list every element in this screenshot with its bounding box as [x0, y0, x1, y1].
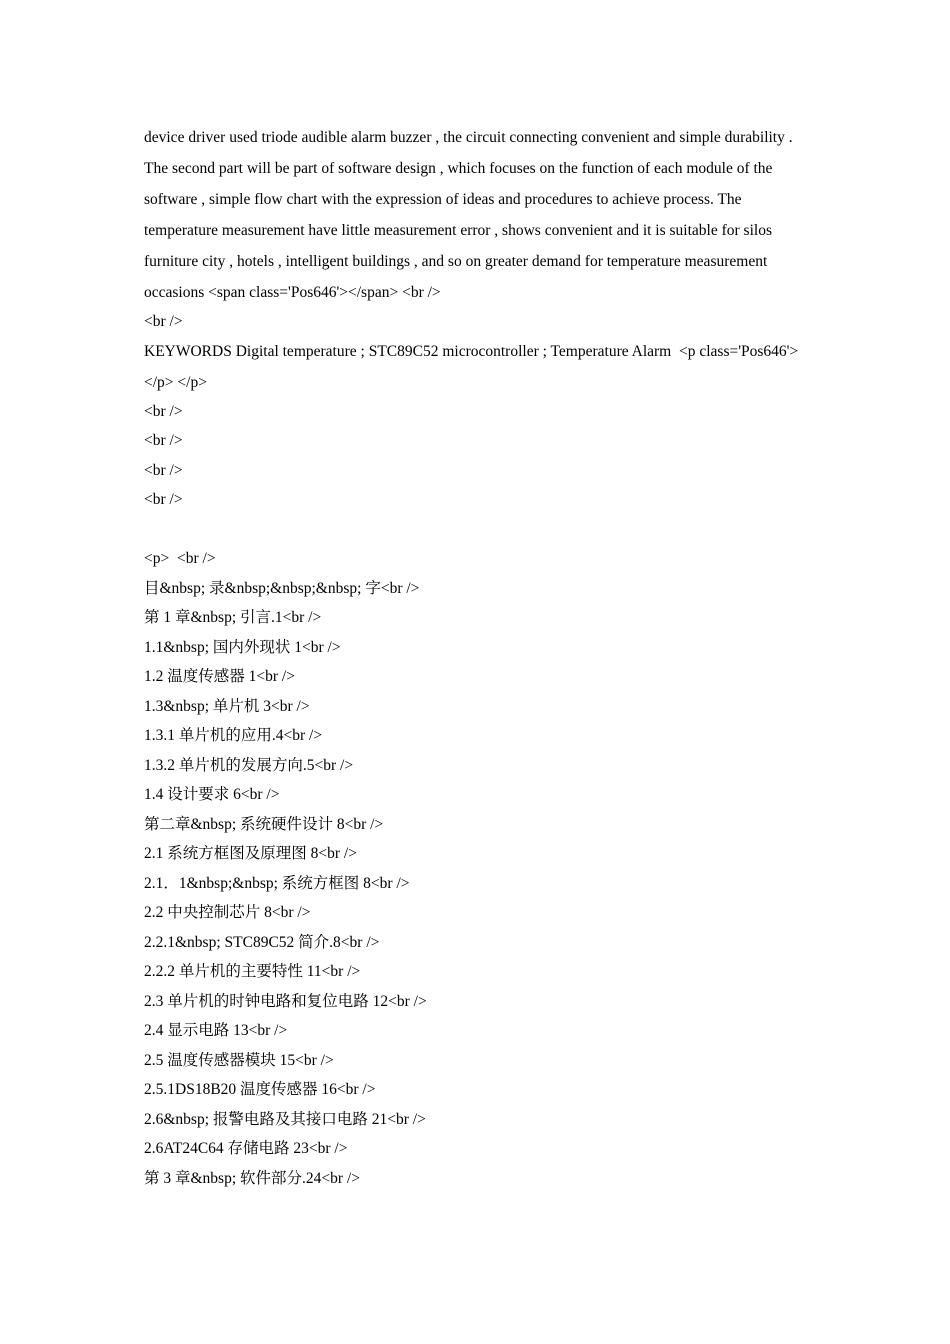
toc-entry: 第 1 章&nbsp; 引言.1<br />: [144, 609, 322, 626]
toc-entry: 2.6AT24C64 存储电路 23<br />: [144, 1140, 348, 1157]
toc-entry: 1.2 温度传感器 1<br />: [144, 668, 295, 685]
toc-entry: 1.3&nbsp; 单片机 3<br />: [144, 698, 310, 715]
br-line: <br />: [144, 491, 183, 508]
toc-entry: 第二章&nbsp; 系统硬件设计 8<br />: [144, 816, 384, 833]
toc-entry: 2.1．1&nbsp;&nbsp; 系统方框图 8<br />: [144, 875, 410, 892]
toc-entry: 2.1 系统方框图及原理图 8<br />: [144, 845, 357, 862]
toc-entry: 2.2 中央控制芯片 8<br />: [144, 904, 311, 921]
br-line: <br />: [144, 403, 183, 420]
toc-entry: 1.4 设计要求 6<br />: [144, 786, 280, 803]
keywords-paragraph: KEYWORDS Digital temperature ; STC89C52 microcontroller ; Temperature Alarm <p class='Pos646'></p> </p>: [144, 343, 799, 391]
toc-entry: 2.6&nbsp; 报警电路及其接口电路 21<br />: [144, 1111, 426, 1128]
br-line: <br />: [144, 313, 183, 330]
br-line: <br />: [144, 432, 183, 449]
br-line: <br />: [144, 462, 183, 479]
toc-entry: 2.5.1DS18B20 温度传感器 16<br />: [144, 1081, 376, 1098]
toc-entry: 第 3 章&nbsp; 软件部分.24<br />: [144, 1170, 360, 1187]
toc-entry: 2.2.1&nbsp; STC89C52 简介.8<br />: [144, 934, 380, 951]
toc-entry: 1.1&nbsp; 国内外现状 1<br />: [144, 639, 341, 656]
toc-entry: 2.5 温度传感器模块 15<br />: [144, 1052, 334, 1069]
toc-entry: 2.2.2 单片机的主要特性 11<br />: [144, 963, 361, 980]
toc-entry: 1.3.2 单片机的发展方向.5<br />: [144, 757, 354, 774]
toc-entry: 1.3.1 单片机的应用.4<br />: [144, 727, 323, 744]
toc-title: 目&nbsp; 录&nbsp;&nbsp;&nbsp; 字<br />: [144, 580, 420, 597]
abstract-paragraph: device driver used triode audible alarm buzzer , the circuit connecting convenient and simple durability . The second part will be part of software design , which focuses on the function of each module of the software , simple flow chart with the expression of ideas and procedures to achieve process. The temperature measurement have little measurement error , shows convenient and it is suitable for silos furniture city , hotels , intelligent buildings , and so on greater demand for temperature measurement occasions <span class='Pos646'></span> <br />: [144, 129, 797, 301]
toc-entry: 2.4 显示电路 13<br />: [144, 1022, 288, 1039]
toc-entry: 2.3 单片机的时钟电路和复位电路 12<br />: [144, 993, 427, 1010]
p-open-line: <p> <br />: [144, 550, 216, 567]
